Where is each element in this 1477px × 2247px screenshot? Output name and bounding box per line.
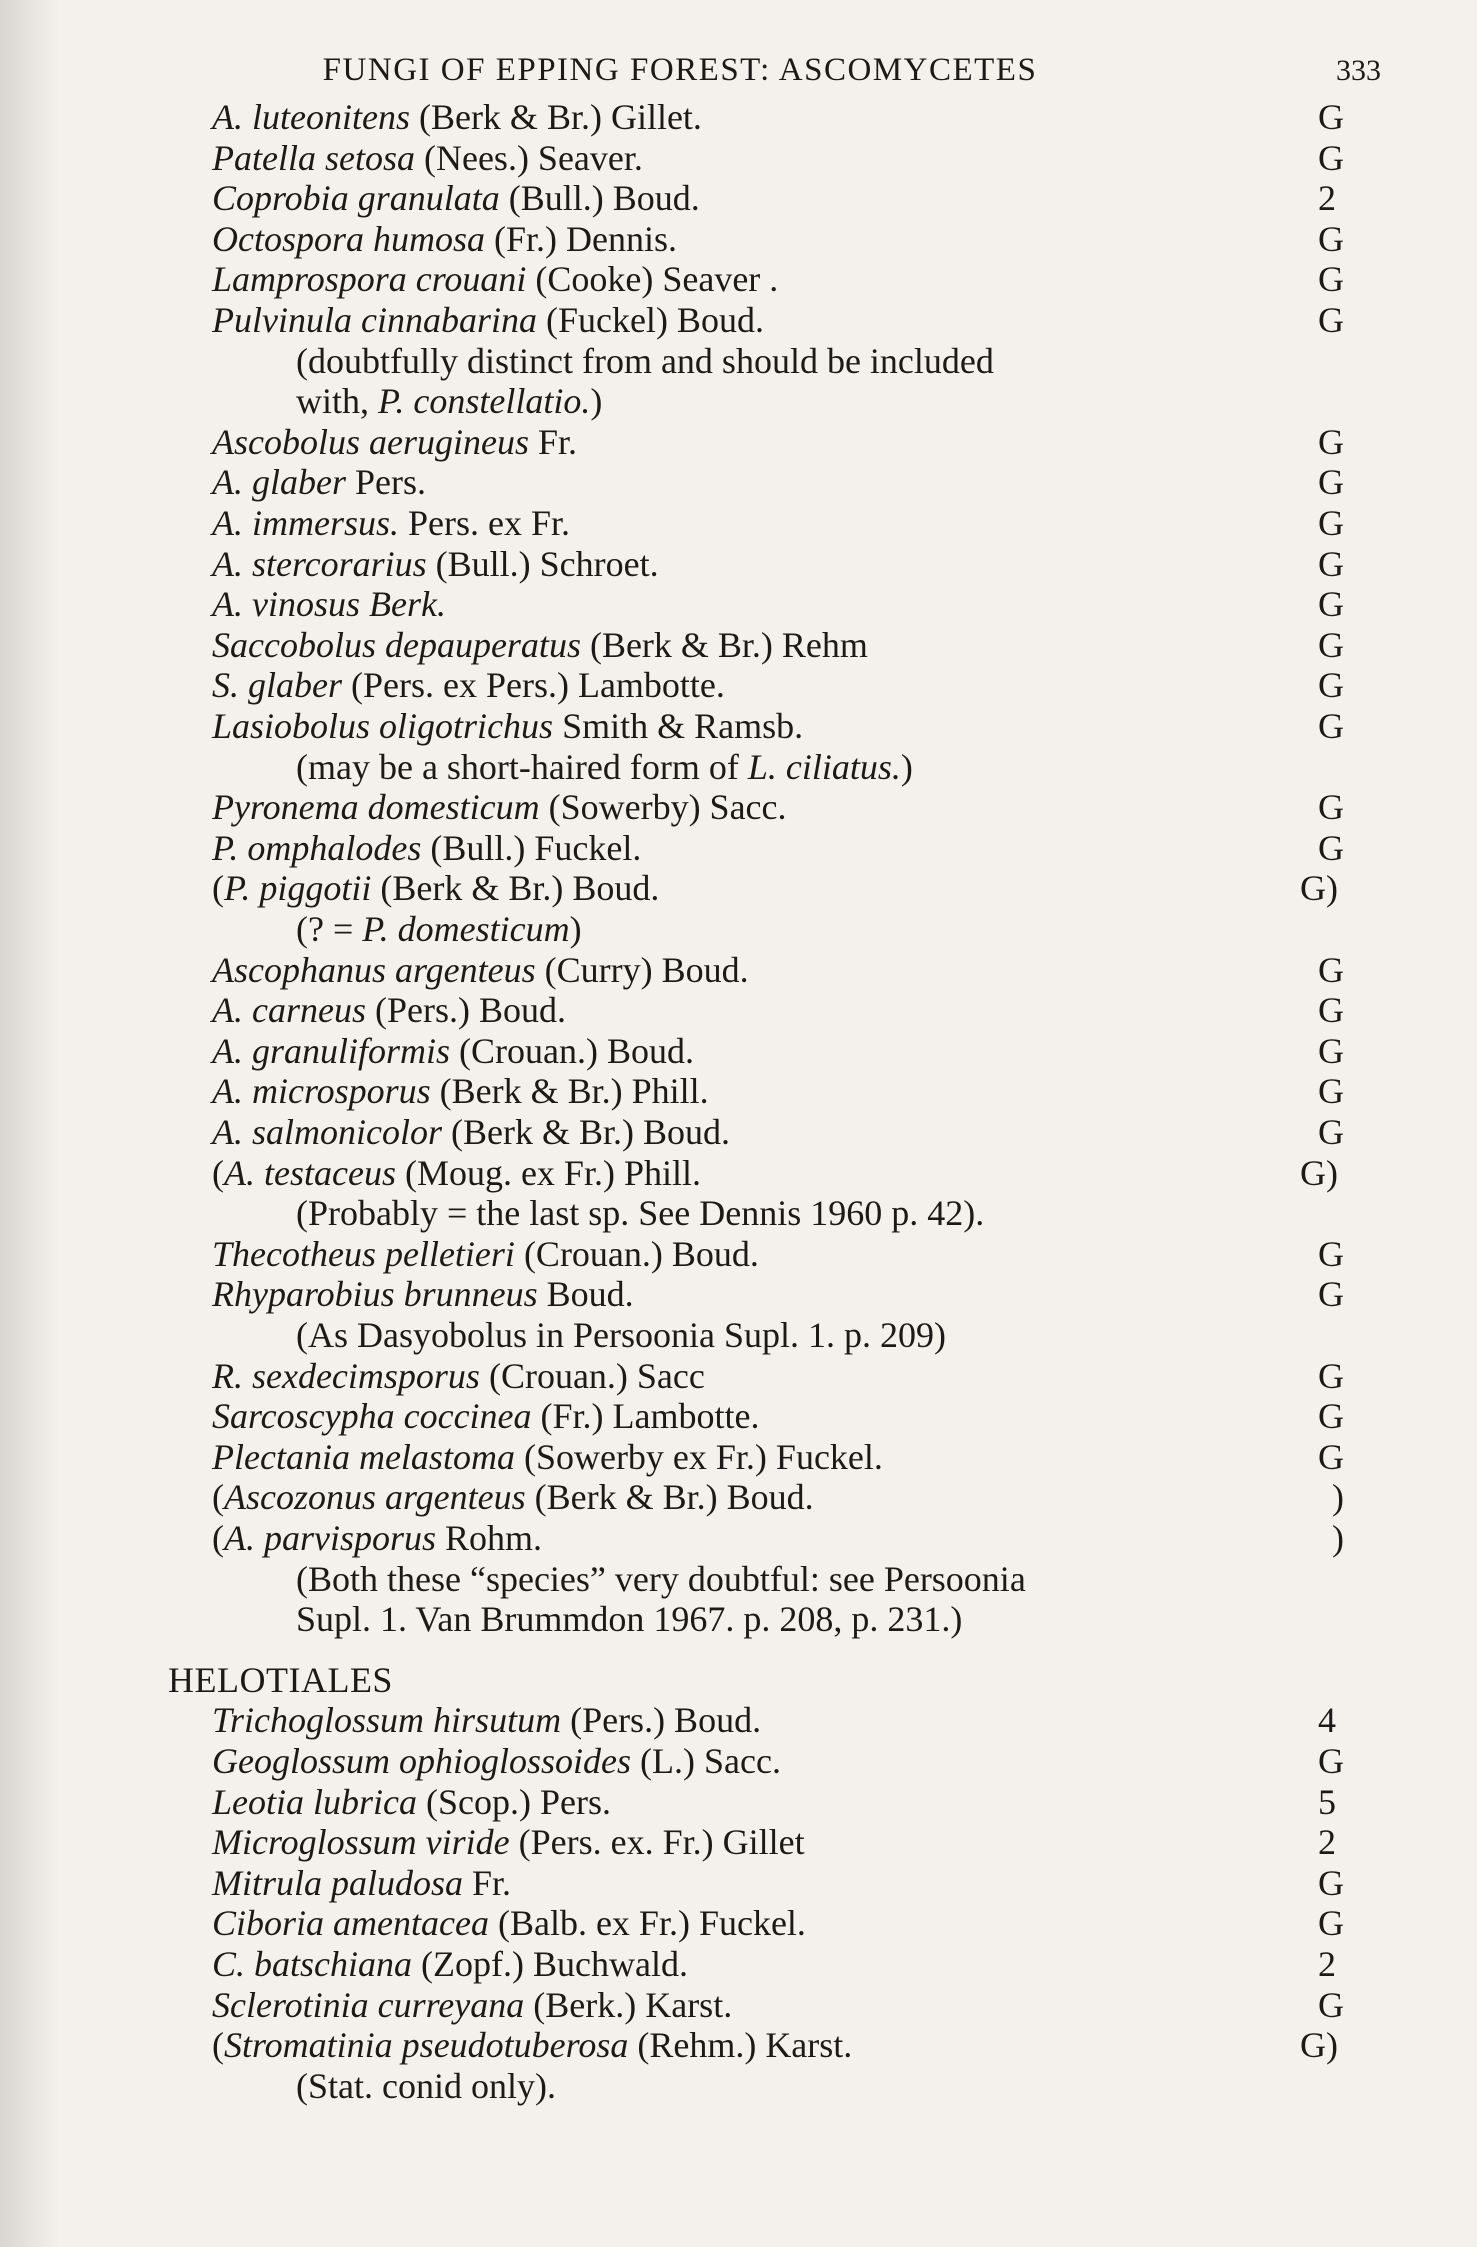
status-mark: G (1318, 624, 1344, 665)
list-line (0, 1354, 1477, 1398)
taxon-name: P. piggotii (224, 868, 372, 909)
line-segment: Fr. (528, 421, 577, 462)
taxon-name: Octospora humosa (212, 218, 486, 259)
status-mark: 2 (1318, 1944, 1336, 1984)
line-segment: (Fuckel) Boud. (536, 300, 764, 340)
line-text (212, 1435, 883, 1479)
list-line (0, 948, 1477, 992)
list-line (0, 1861, 1477, 1905)
line-text (212, 257, 778, 301)
list-line (0, 704, 1477, 748)
status-mark: G) (1300, 1152, 1338, 1193)
taxon-name: Sclerotinia curreyana (212, 1984, 525, 2025)
line-text (212, 298, 764, 342)
line-segment: (Bull.) Boud. (499, 178, 700, 219)
status-mark: G (1318, 97, 1344, 137)
status-mark: G (1318, 462, 1344, 503)
taxon-name: P. omphalodes (212, 827, 422, 868)
line-text (296, 1313, 946, 1357)
line-text (212, 136, 643, 180)
line-text (212, 582, 446, 626)
line-segment: Pers. ex Fr. (399, 503, 570, 543)
status-mark: G (1318, 421, 1344, 462)
line-segment: (Pers.) Boud. (365, 990, 566, 1031)
status-mark: G (1318, 1071, 1344, 1112)
line-segment: (doubtfully distinct from and should be included (296, 340, 994, 381)
status-mark: G) (1300, 2025, 1338, 2066)
status-mark: ) (1332, 1518, 1344, 1558)
line-text (212, 95, 702, 139)
line-text (296, 379, 602, 423)
status-mark: G (1318, 1355, 1344, 1396)
line-segment: (Probably = the last sp. See Dennis 1960 p. 42). (296, 1193, 985, 1234)
list-line (0, 1232, 1477, 1276)
line-text (212, 623, 868, 667)
line-text (212, 1232, 759, 1276)
line-text (212, 1354, 705, 1398)
status-mark: G (1318, 1030, 1344, 1071)
list-line (0, 95, 1477, 139)
list-line (0, 1029, 1477, 1073)
taxon-name: A. testaceus (224, 1152, 396, 1193)
taxon-name: Saccobolus depauperatus (212, 624, 581, 665)
list-line (0, 1557, 1477, 1601)
list-line (0, 217, 1477, 261)
line-segment: (Bull.) Schroet. (426, 543, 659, 584)
line-segment: Smith & Ramsb. (553, 706, 804, 746)
status-mark: G (1318, 787, 1344, 828)
list-line (0, 257, 1477, 301)
line-segment: (Crouan.) Boud. (450, 1030, 694, 1071)
line-text (212, 866, 659, 910)
line-text (212, 1029, 694, 1073)
line-segment: (Scop.) Pers. (417, 1781, 611, 1822)
taxon-name: Microglossum viride (212, 1822, 510, 1863)
taxon-name: Trichoglossum hirsutum (212, 1700, 562, 1741)
line-segment: with, (296, 381, 379, 422)
line-text (212, 704, 803, 748)
list-line (0, 1272, 1477, 1316)
status-mark: G (1318, 1436, 1344, 1477)
list-line (0, 379, 1477, 423)
status-mark: G (1318, 990, 1344, 1031)
status-mark: 4 (1318, 1700, 1336, 1741)
status-mark: ) (1332, 1477, 1344, 1518)
line-segment: (Rehm.) Karst. (628, 2025, 853, 2066)
taxon-name: A. vinosus Berk. (212, 584, 446, 625)
list-line (0, 542, 1477, 586)
list-line (0, 339, 1477, 383)
list-line (0, 1942, 1477, 1986)
line-segment: (Balb. ex Fr.) Fuckel. (488, 1903, 806, 1944)
status-mark: G (1318, 1862, 1344, 1903)
line-segment: (Crouan.) Sacc (479, 1355, 705, 1396)
taxon-name: A. stercorarius (212, 543, 427, 584)
line-text (212, 176, 700, 220)
line-text (212, 826, 641, 870)
list-line (0, 582, 1477, 626)
status-mark: G (1318, 1112, 1344, 1152)
status-mark: G (1318, 1741, 1344, 1781)
taxon-name: P. domesticum (362, 909, 570, 949)
line-text (212, 1820, 805, 1864)
line-text (212, 1394, 760, 1438)
status-mark: G (1318, 259, 1344, 300)
line-text (212, 501, 570, 545)
taxon-name: Ascozonus argenteus (224, 1477, 526, 1518)
line-text (212, 1780, 611, 1824)
line-segment: (Pers. ex. Fr.) Gillet (509, 1822, 805, 1863)
line-segment: ( (212, 1518, 224, 1558)
line-segment: (Zopf.) Buchwald. (412, 1944, 688, 1984)
taxon-name: C. batschiana (212, 1944, 413, 1984)
line-segment: (Crouan.) Boud. (514, 1233, 759, 1274)
list-line (0, 623, 1477, 667)
list-line (0, 663, 1477, 707)
status-mark: G (1318, 503, 1344, 543)
line-segment: (Berk & Br.) Rehm (580, 624, 868, 665)
taxon-name: Pulvinula cinnabarina (212, 300, 537, 340)
taxon-name: Plectania melastoma (212, 1436, 515, 1477)
list-line (0, 1597, 1477, 1641)
status-mark: G (1318, 1903, 1344, 1944)
line-segment: (may be a short-haired form of (296, 746, 748, 787)
line-text (212, 1739, 781, 1783)
list-line (0, 1983, 1477, 2027)
taxon-name: Geoglossum ophioglossoides (212, 1741, 632, 1781)
list-line (0, 907, 1477, 951)
line-segment: (Curry) Boud. (535, 949, 749, 990)
list-line (0, 1820, 1477, 1864)
line-segment: ) (590, 381, 603, 422)
list-line (0, 1698, 1477, 1742)
line-segment: ( (212, 1477, 224, 1518)
line-segment: (Bull.) Fuckel. (421, 827, 642, 868)
line-segment: (? = (296, 909, 363, 949)
line-segment: Pers. (345, 462, 426, 503)
line-text (212, 1698, 761, 1742)
taxon-name: A. parvisporus (224, 1518, 437, 1558)
taxon-name: S. glaber (212, 665, 342, 706)
list-line (0, 866, 1477, 910)
list-line (0, 1313, 1477, 1357)
taxon-name: Stromatinia pseudotuberosa (224, 2025, 629, 2066)
line-segment: (Stat. conid only). (296, 2065, 556, 2106)
line-text (212, 988, 566, 1032)
section-heading (168, 1658, 393, 1702)
status-mark: 2 (1318, 1822, 1336, 1863)
line-segment: ( (212, 868, 224, 909)
line-segment: (Berk & Br.) Gillet. (409, 97, 702, 137)
list-line (0, 1435, 1477, 1479)
status-mark: 5 (1318, 1781, 1336, 1822)
line-text (212, 1475, 814, 1519)
status-mark: G (1318, 218, 1344, 259)
taxon-name: Lamprospora crouani (212, 259, 527, 300)
line-segment: (Fr.) Dennis. (485, 218, 678, 259)
line-text (296, 1191, 984, 1235)
list-line (0, 136, 1477, 180)
line-text (296, 745, 913, 789)
taxon-name: A. microsporus (212, 1071, 431, 1112)
line-text (212, 217, 677, 261)
line-segment: (Sowerby) Sacc. (539, 787, 787, 828)
status-mark: G (1318, 1396, 1344, 1437)
line-segment: (Berk & Br.) Boud. (525, 1477, 814, 1518)
list-line (0, 1901, 1477, 1945)
line-text (296, 1557, 1026, 1601)
line-text (212, 420, 577, 464)
list-line (0, 785, 1477, 829)
line-segment: (Berk & Br.) Boud. (442, 1112, 730, 1152)
list-line (0, 2023, 1477, 2067)
taxon-name: A. glaber (212, 462, 346, 503)
list-line (0, 1394, 1477, 1438)
taxon-name: A. immersus. (212, 503, 399, 543)
taxon-name: Ascophanus argenteus (212, 949, 536, 990)
line-segment: (Berk & Br.) Boud. (371, 868, 660, 909)
status-mark: G (1318, 1233, 1344, 1274)
status-mark: G (1318, 665, 1344, 706)
taxon-name: Rhyparobius brunneus (212, 1274, 538, 1315)
list-line (0, 2064, 1477, 2108)
line-text (212, 1861, 511, 1905)
line-segment: (Sowerby ex Fr.) Fuckel. (514, 1436, 883, 1477)
list-line (0, 1069, 1477, 1113)
line-text (212, 1516, 542, 1560)
list-line (0, 1151, 1477, 1195)
line-segment: (Moug. ex Fr.) Phill. (395, 1152, 701, 1193)
list-line (0, 1191, 1477, 1235)
taxon-name: Mitrula paludosa (212, 1862, 464, 1903)
line-text (296, 339, 994, 383)
line-segment: (Berk & Br.) Phill. (430, 1071, 709, 1112)
taxon-name: Lasiobolus oligotrichus (212, 706, 554, 746)
list-line (0, 826, 1477, 870)
page-number: 333 (1336, 54, 1381, 87)
taxon-name: A. salmonicolor (212, 1112, 442, 1152)
taxon-name: A. luteonitens (212, 97, 410, 137)
line-text (212, 2023, 852, 2067)
line-segment: ) (900, 746, 913, 787)
line-segment: (Pers. ex Pers.) Lambotte. (342, 665, 725, 706)
line-segment: ) (569, 909, 582, 949)
taxon-name: R. sexdecimsporus (212, 1355, 480, 1396)
line-text (212, 1272, 634, 1316)
list-line (0, 1739, 1477, 1783)
line-segment: HELOTIALES (168, 1659, 393, 1700)
list-line (0, 1475, 1477, 1519)
taxon-name: A. granuliformis (212, 1030, 451, 1071)
line-text (296, 907, 582, 951)
line-segment: ( (212, 2025, 224, 2066)
line-text (296, 2064, 556, 2108)
taxon-name: L. ciliatus. (747, 746, 901, 787)
status-mark: G (1318, 949, 1344, 990)
line-segment: (L.) Sacc. (631, 1741, 781, 1781)
taxon-name: Sarcoscypha coccinea (212, 1396, 532, 1437)
line-segment: (As Dasyobolus in Persoonia Supl. 1. p. 209) (296, 1315, 946, 1355)
status-mark: G (1318, 1984, 1344, 2025)
line-text (212, 1983, 732, 2027)
status-mark: G (1318, 543, 1344, 584)
status-mark: G (1318, 300, 1344, 340)
line-text (212, 785, 787, 829)
line-text (212, 1901, 806, 1945)
line-text (212, 460, 426, 504)
line-text (212, 1942, 688, 1986)
status-mark: G (1318, 827, 1344, 868)
line-segment: Fr. (463, 1862, 512, 1903)
taxon-name: Ascobolus aerugineus (212, 421, 529, 462)
status-mark: G (1318, 706, 1344, 746)
list-line (0, 1516, 1477, 1560)
line-segment: (Berk.) Karst. (524, 1984, 733, 2025)
status-mark: G) (1300, 868, 1338, 909)
line-segment: Supl. 1. Van Brummdon 1967. p. 208, p. 231.) (296, 1599, 963, 1640)
taxon-name: A. carneus (212, 990, 366, 1031)
line-text (212, 542, 659, 586)
list-line (0, 460, 1477, 504)
list-line (0, 298, 1477, 342)
list-line (0, 1780, 1477, 1824)
taxon-name: Leotia lubrica (212, 1781, 417, 1822)
line-segment: Boud. (537, 1274, 634, 1315)
list-line (0, 1110, 1477, 1154)
line-text (212, 1110, 730, 1154)
list-line (0, 176, 1477, 220)
taxon-name: P. constellatio. (378, 381, 591, 422)
taxon-name: Ciboria amentacea (212, 1903, 489, 1944)
line-segment: (Nees.) Seaver. (414, 137, 643, 178)
taxon-name: Patella setosa (212, 137, 415, 178)
list-line (0, 988, 1477, 1032)
taxon-name: Coprobia granulata (212, 178, 500, 219)
status-mark: G (1318, 137, 1344, 178)
taxon-name: Pyronema domesticum (212, 787, 540, 828)
line-segment: (Cooke) Seaver . (526, 259, 779, 300)
line-segment: Rohm. (436, 1518, 543, 1558)
line-segment: ( (212, 1152, 224, 1193)
taxon-name: Thecotheus pelletieri (212, 1233, 515, 1274)
section-heading-row (0, 1658, 1477, 1702)
running-title: FUNGI OF EPPING FOREST: ASCOMYCETES (322, 52, 1038, 88)
line-text (212, 1069, 709, 1113)
line-text (212, 948, 749, 992)
list-line (0, 420, 1477, 464)
line-text (212, 663, 725, 707)
line-text (212, 1151, 701, 1195)
status-mark: G (1318, 584, 1344, 625)
status-mark: 2 (1318, 178, 1336, 219)
list-line (0, 501, 1477, 545)
list-line (0, 745, 1477, 789)
line-segment: (Both these “species” very doubtful: see Persoonia (296, 1558, 1026, 1599)
line-segment: (Fr.) Lambotte. (531, 1396, 760, 1437)
line-text (296, 1597, 962, 1641)
status-mark: G (1318, 1274, 1344, 1315)
line-segment: (Pers.) Boud. (561, 1700, 762, 1741)
